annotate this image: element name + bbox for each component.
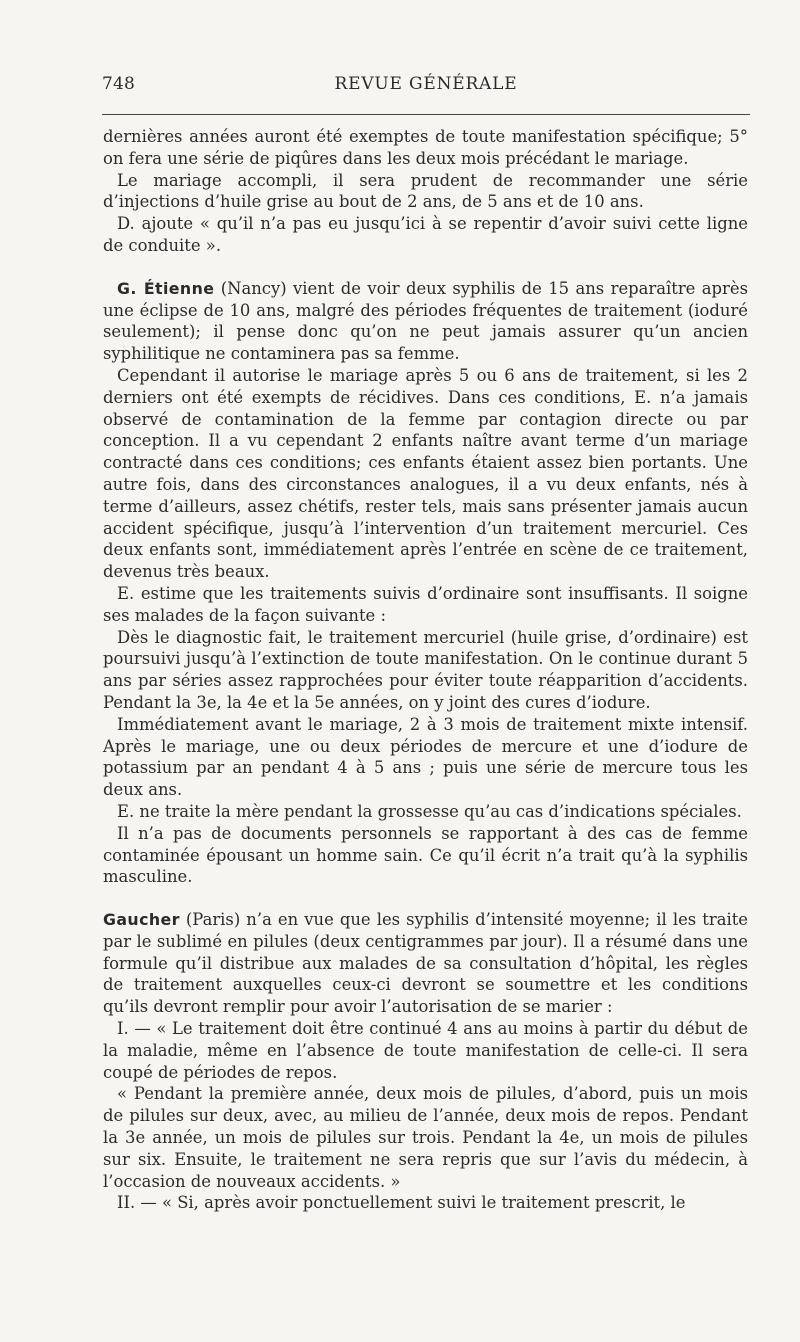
paragraph: Cependant il autorise le mariage après 5 ou 6 ans de traitement, si les 2 derniers ont été exempts de récidives. Dans ces conditions, E. n’a jamais observé de contamination de la femme par contagion directe ou par conception. Il a vu cependant 2 enfants naître avant terme d’un mariage contracté dans ces conditions; ces enfants étaient assez bien portants. Une autre fois, dans des circonstances analogues, il a vu deux enfants, nés à terme d’ailleurs, assez chétifs, rester tels, mais sans présenter jamais aucun accident spécifique, jusqu’à l’intervention d’un traitement mercuriel. Ces deux enfants sont, immédiatement après l’entrée en scène de ce traitement, devenus très beaux. [103, 365, 748, 582]
paragraph: « Pendant la première année, deux mois de pilules, d’abord, puis un mois de pilules sur deux, avec, au milieu de l’année, deux mois de repos. Pendant la 3e année, un mois de pilules sur trois. Pendant la 4e, un mois de pilules sur six. Ensuite, le traitement ne sera repris que sur l’avis du médecin, à l’occasion de nouveaux accidents. » [103, 1084, 748, 1191]
paragraph: dernières années auront été exemptes de toute manifestation spécifique; 5° on fera une série de piqûres dans les deux mois précédant le mariage. [103, 127, 748, 168]
author-name-gaucher: Gaucher [103, 910, 180, 930]
author-name-etienne: G. Étienne [117, 278, 215, 298]
paragraph: Dès le diagnostic fait, le traitement mercuriel (huile grise, d’ordinaire) est poursuivi jusqu’à l’extinction de toute manifestation. On le continue durant 5 ans par séries assez rapprochées pour éviter toute réapparition d’accidents. Pendant la 3e, la 4e et la 5e années, on y joint des cures d’iodure. [103, 627, 748, 712]
section-gap [103, 257, 748, 278]
paragraph: I. — « Le traitement doit être continué 4 ans au moins à partir du début de la maladie, même en l’absence de toute manifestation de celle-ci. Il sera coupé de périodes de repos. [103, 1019, 748, 1082]
paragraph [103, 909, 748, 1018]
paragraph: E. estime que les traitements suivis d’ordinaire sont insuffisants. Il soigne ses malades de la façon suivante : [103, 583, 748, 625]
paragraph: D. ajoute « qu’il n’a pas eu jusqu’ici à se repentir d’avoir suivi cette ligne de conduite ». [103, 214, 748, 255]
paragraph [103, 278, 748, 365]
running-title: REVUE GÉNÉRALE [334, 74, 518, 94]
paragraph: Le mariage accompli, il sera prudent de recommander une série d’injections d’huile grise au bout de 2 ans, de 5 ans et de 10 ans. [103, 170, 748, 212]
paragraph: Il n’a pas de documents personnels se rapportant à des cas de femme contaminée épousant un homme sain. Ce qu’il écrit n’a trait qu’à la syphilis masculine. [103, 823, 748, 887]
paragraph-text: (Paris) n’a en vue que les syphilis d’intensité moyenne; il les traite par le sublimé en pilules (deux centigrammes par jour). Il a résumé dans une formule qu’il distribue aux malades de sa consultation d’hôpital, les règles de traitement auxquelles ceux-ci devront se soumettre et les conditions qu’ils devront remplir pour avoir l’autorisation de se marier : [103, 910, 748, 1017]
paragraph: II. — « Si, après avoir ponctuellement suivi le traitement prescrit, le [117, 1193, 686, 1213]
section-gap [103, 888, 748, 909]
header-rule [102, 114, 750, 115]
paragraph: Immédiatement avant le mariage, 2 à 3 mois de traitement mixte intensif. Après le mariage, une ou deux périodes de mercure et une d’iodure de potassium par an pendant 4 à 5 ans ; puis une série de mercure tous les deux ans. [103, 714, 748, 800]
page-number: 748 [102, 74, 136, 94]
page-header [102, 74, 750, 104]
paragraph-text: (Nancy) vient de voir deux syphilis de 15 ans reparaître après une éclipse de 10 ans, malgré des périodes fréquentes de traitement (ioduré seulement); il pense donc qu’on ne peut jamais assurer qu’un ancien syphilitique ne contaminera pas sa femme. [103, 278, 748, 364]
paragraph: E. ne traite la mère pendant la grossesse qu’au cas d’indications spéciales. [117, 801, 742, 821]
body-text [103, 126, 748, 1214]
